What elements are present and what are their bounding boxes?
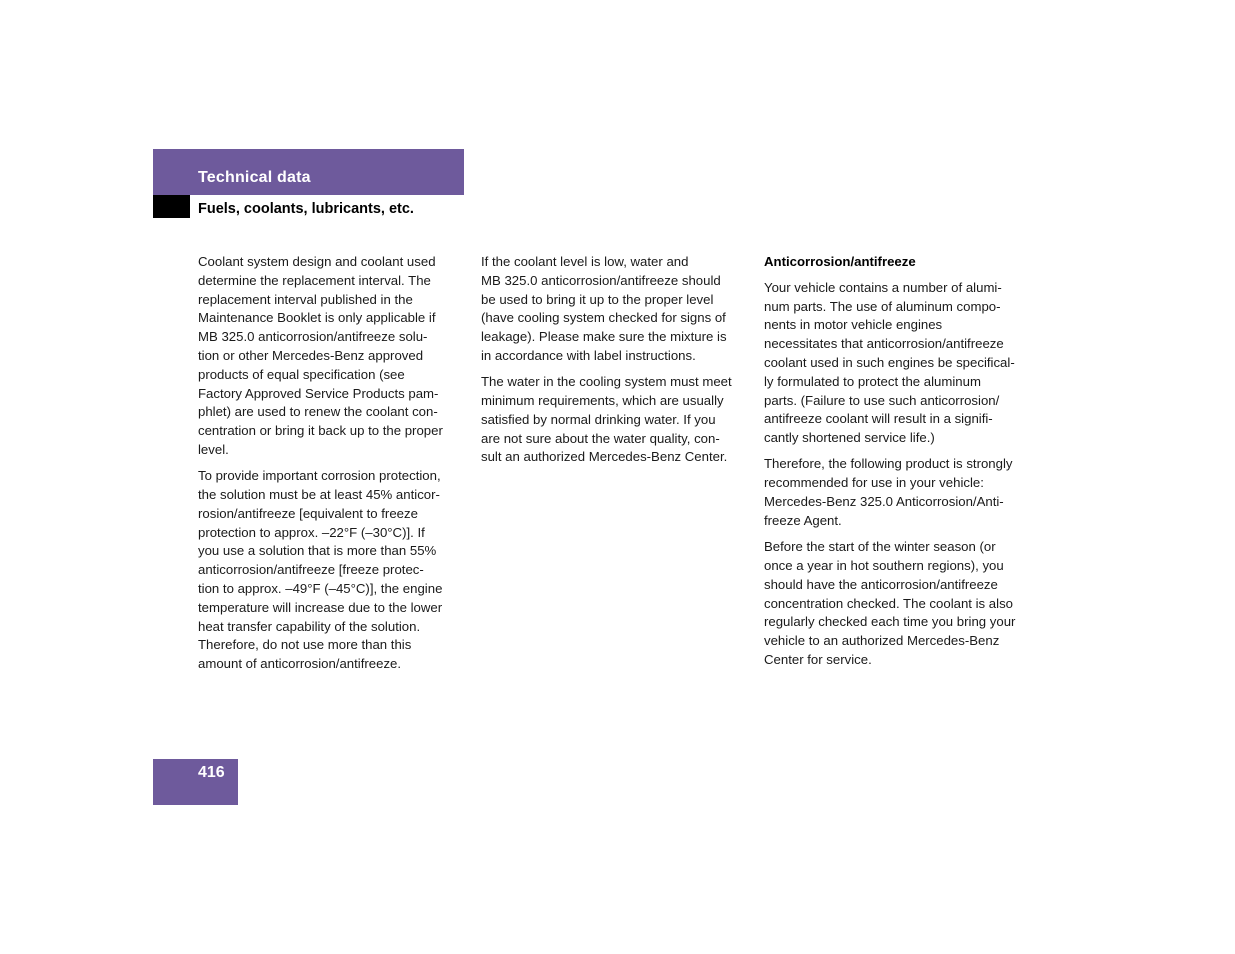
paragraph-water-quality: The water in the cooling system must meet minimum requirements, which are usually satisfied by normal drinking water. If you are not sure about the water quality, con- sult an authorized Mercedes-Benz Center. [481, 374, 732, 465]
text-column-middle [481, 253, 749, 475]
paragraph-winter-check: Before the start of the winter season (or once a year in hot southern regions), you should have the anticorrosion/antifreeze concentration checked. The coolant is also regularly checked each time you bring your vehicle to an authorized Mercedes-Benz Center for service. [764, 539, 1016, 667]
text-column-right [764, 253, 1034, 677]
heading-anticorrosion: Anticorrosion/antifreeze [764, 254, 916, 269]
paragraph-replacement-interval: Coolant system design and coolant used determine the replacement interval. The replacement interval published in the Maintenance Booklet is only applicable if MB 325.0 anticorrosion/antifreeze solu- tion or other Mercedes-Benz approved products of equal specification (see Factory Approved Service Products pam- phlet) are used to renew the coolant con- centration or bring it back up to the proper level. [198, 254, 443, 457]
page-number-box [153, 759, 238, 805]
paragraph-corrosion-protection: To provide important corrosion protection, the solution must be at least 45% anticor- rosion/antifreeze [equivalent to freeze protection to approx. –22°F (–30°C)]. If you use a solution that is more than 55% anticorrosion/antifreeze [freeze protec- tion to approx. –49°F (–45°C)], the engine temperature will increase due to the lower heat transfer capability of the solution. Therefore, do not use more than this amount of anticorrosion/antifreeze. [198, 468, 443, 672]
text-column-left [198, 253, 466, 682]
paragraph-coolant-level: If the coolant level is low, water and MB 325.0 anticorrosion/antifreeze should be used to bring it up to the proper level (have cooling system checked for signs of leakage). Please make sure the mixture is in accordance with label instructions. [481, 254, 727, 363]
paragraph-aluminum-parts: Your vehicle contains a number of alumi- num parts. The use of aluminum compo- nents in motor vehicle engines necessitates that anticorrosion/antifreeze coolant used in such engines be specifical- ly formulated to protect the aluminum parts. (Failure to use such anticorrosion/ antifreeze coolant will result in a signifi- cantly shortened service life.) [764, 279, 1015, 446]
paragraph-recommended-product: Therefore, the following product is strongly recommended for use in your vehicle: Mercedes-Benz 325.0 Anticorrosion/Anti- freeze Agent. [764, 456, 1013, 528]
subsection-title: Fuels, coolants, lubricants, etc. [198, 201, 414, 217]
section-title: Technical data [198, 169, 311, 186]
page-number: 416 [198, 764, 225, 781]
section-marker-tab [153, 195, 190, 218]
